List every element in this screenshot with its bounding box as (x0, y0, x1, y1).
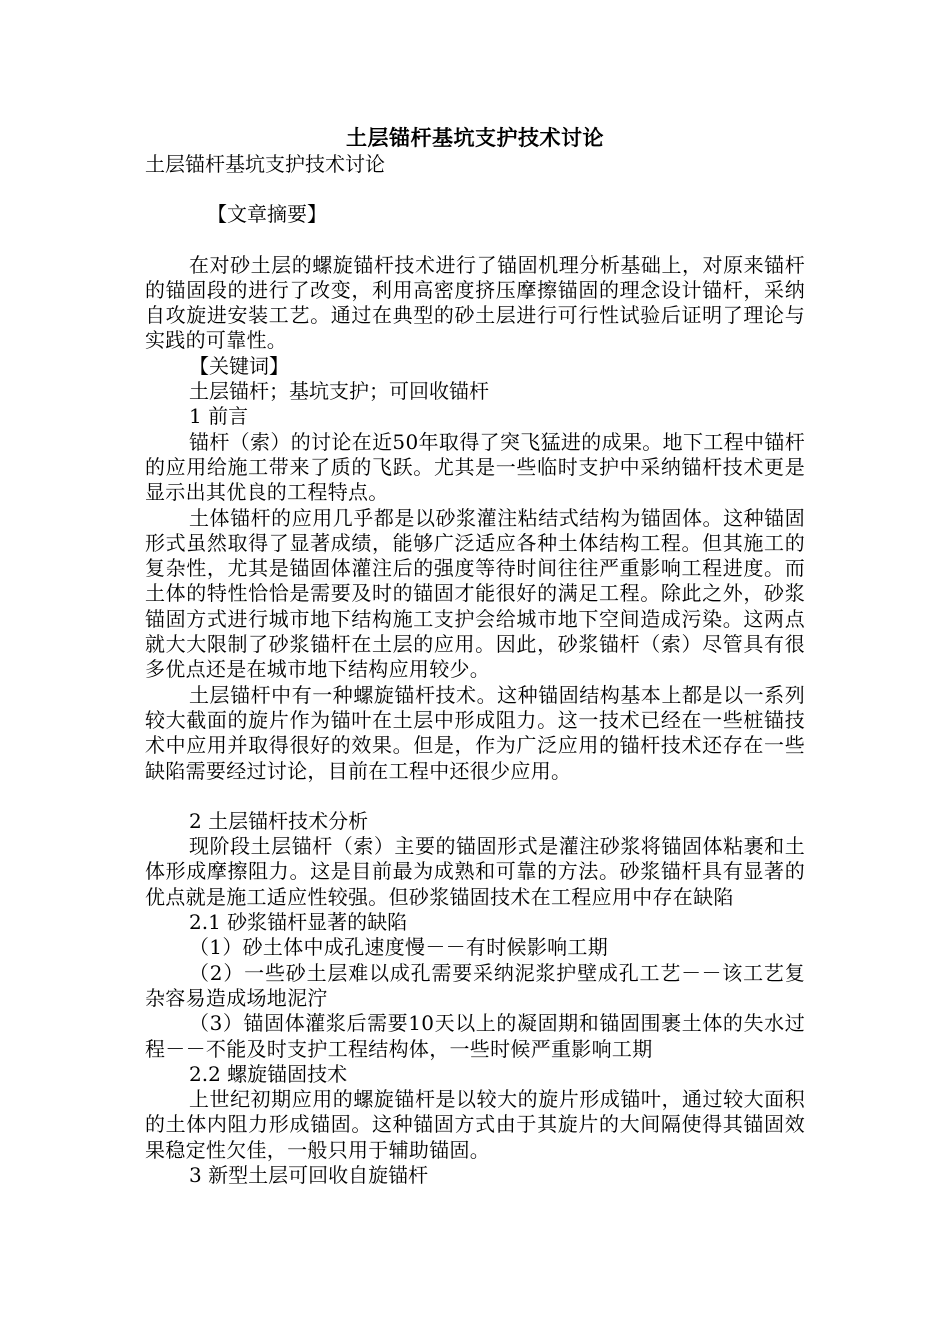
abstract-heading: 【文章摘要】 (207, 202, 327, 227)
section-2-paragraph-1: 现阶段土层锚杆（索）主要的锚固形式是灌注砂浆将锚固体粘裹和土体形成摩擦阻力。这是目前最为成熟和可靠的方法。砂浆锚杆具有显著的优点就是施工适应性较强。但砂浆锚固技术在工程应用中存在缺陷 (145, 834, 805, 909)
spacer (145, 784, 805, 809)
document-body (145, 124, 805, 1188)
spacer (145, 177, 805, 202)
section-2-2-paragraph-1: 上世纪初期应用的螺旋锚杆是以较大的旋片形成锚叶，通过较大面积的土体内阻力形成锚固。这种锚固方式由于其旋片的大间隔使得其锚固效果稳定性欠佳，一般只用于辅助锚固。 (145, 1087, 805, 1162)
document-title: 土层锚杆基坑支护技术讨论 (346, 125, 604, 150)
section-3-heading: 3 新型土层可回收自旋锚杆 (189, 1162, 429, 1187)
abstract-paragraph: 在对砂土层的螺旋锚杆技术进行了锚固机理分析基础上，对原来锚杆的锚固段的进行了改变，利用高密度挤压摩擦锚固的理念设计锚杆，采纳自攻旋进安装工艺。通过在典型的砂土层进行可行性试验后证明了理论与实践的可靠性。 (145, 252, 805, 353)
section-1-paragraph-2: 土体锚杆的应用几乎都是以砂浆灌注粘结式结构为锚固体。这种锚固形式虽然取得了显著成绩，能够广泛适应各种土体结构工程。但其施工的复杂性，尤其是锚固体灌注后的强度等待时间往往严重影响工程进度。而土体的特性恰恰是需要及时的锚固才能很好的满足工程。除此之外，砂浆锚固方式进行城市地下结构施工支护会给城市地下空间造成污染。这两点就大大限制了砂浆锚杆在土层的应用。因此，砂浆锚杆（索）尽管具有很多优点还是在城市地下结构应用较少。 (145, 505, 805, 682)
section-2-1-item-1: （1）砂土体中成孔速度慢－－有时候影响工期 (189, 935, 609, 960)
spacer (145, 228, 805, 253)
section-1-paragraph-3: 土层锚杆中有一种螺旋锚杆技术。这种锚固结构基本上都是以一系列较大截面的旋片作为锚叶在土层中形成阻力。这一技术已经在一些桩锚技术中应用并取得很好的效果。但是，作为广泛应用的锚杆技术还存在一些缺陷需要经过讨论，目前在工程中还很少应用。 (145, 682, 805, 783)
section-2-heading: 2 土层锚杆技术分析 (189, 808, 369, 833)
section-1-paragraph-1: 锚杆（索）的讨论在近50年取得了突飞猛进的成果。地下工程中锚杆的应用给施工带来了质的飞跃。尤其是一些临时支护中采纳锚杆技术更是显示出其优良的工程特点。 (145, 429, 805, 505)
section-2-1-item-2: （2）一些砂土层难以成孔需要采纳泥浆护壁成孔工艺－－该工艺复杂容易造成场地泥泞 (145, 960, 805, 1010)
keywords-heading: 【关键词】 (189, 353, 289, 378)
section-2-1-item-3: （3）锚固体灌浆后需要10天以上的凝固期和锚固围裹土体的失水过程－－不能及时支护工程结构体，一些时候严重影响工期 (145, 1011, 805, 1061)
section-2-2-heading: 2.2 螺旋锚固技术 (189, 1061, 348, 1086)
section-1-heading: 1 前言 (189, 404, 249, 429)
section-2-1-heading: 2.1 砂浆锚杆显著的缺陷 (189, 910, 408, 935)
keywords-text: 土层锚杆；基坑支护；可回收锚杆 (189, 379, 489, 404)
document-subtitle: 土层锚杆基坑支护技术讨论 (145, 152, 385, 176)
